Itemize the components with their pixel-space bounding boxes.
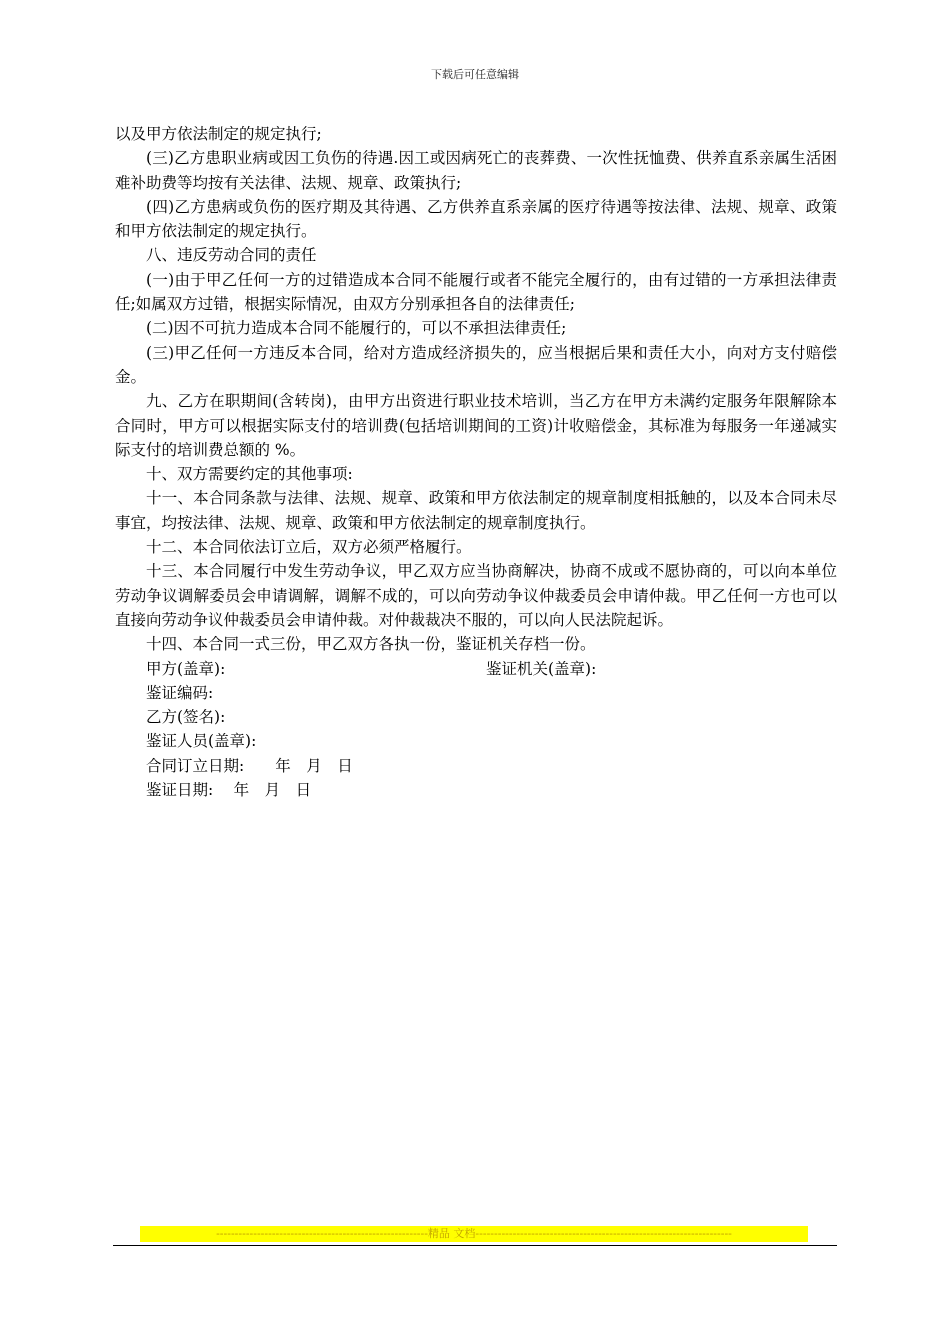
party-a-seal-label: 甲方(盖章): [146,659,226,678]
paragraph: (四)乙方患病或负伤的医疗期及其待遇、乙方供养直系亲属的医疗待遇等按法律、法规、规章、政策和甲方依法制定的规定执行。 [115,197,837,241]
cert-code-label: 鉴证编码: [146,683,214,702]
paragraph: (三)乙方患职业病或因工负伤的待遇.因工或因病死亡的丧葬费、一次性抚恤费、供养直系亲属生活困难补助费等均按有关法律、法规、规章、政策执行; [115,149,837,192]
page-header: 下载后可任意编辑 [431,68,519,81]
paragraph: 以及甲方依法制定的规定执行; [115,125,322,143]
paragraph: 九、乙方在职期间(含转岗)，由甲方出资进行职业技术培训，当乙方在甲方未满约定服务年限解除本合同时，甲方可以根据实际支付的培训费(包括培训期间的工资)计收赔偿金，其标准为每服务一年递减实际支付的培训费总额的 %。 [115,392,837,459]
paragraph: (二)因不可抗力造成本合同不能履行的，可以不承担法律责任; [146,319,567,338]
party-b-signature-label: 乙方(签名): [146,708,226,727]
signature-row [115,657,837,681]
paragraph: 十二、本合同依法订立后，双方必须严格履行。 [146,538,472,557]
document-body [115,122,837,802]
authority-seal-label: 鉴证机关(盖章): [486,659,597,678]
footer-banner: ---------------------------------------------------------精品 文档--------------------------------------------------------------------- [140,1226,808,1242]
cert-person-label: 鉴证人员(盖章): [146,732,257,751]
paragraph: 十四、本合同一式三份，甲乙双方各执一份，鉴证机关存档一份。 [146,635,596,654]
section-heading: 十、双方需要约定的其他事项: [146,465,353,484]
paragraph: 十三、本合同履行中发生劳动争议，甲乙双方应当协商解决，协商不成或不愿协商的，可以向本单位劳动争议调解委员会申请调解，调解不成的，可以向劳动争议仲裁委员会申请仲裁。甲乙任何一方也可以直接向劳动争议仲裁委员会申请仲裁。对仲裁裁决不服的，可以向人民法院起诉。 [115,562,837,629]
paragraph: (三)甲乙任何一方违反本合同，给对方造成经济损失的，应当根据后果和责任大小，向对方支付赔偿金。 [115,343,837,386]
footer-divider [113,1245,837,1246]
cert-date-label: 鉴证日期: 年 月 日 [146,781,312,800]
paragraph: 十一、本合同条款与法律、法规、规章、政策和甲方依法制定的规章制度相抵触的，以及本合同未尽事宜，均按法律、法规、规章、政策和甲方依法制定的规章制度执行。 [115,489,837,532]
section-heading: 八、违反劳动合同的责任 [146,246,317,265]
paragraph: (一)由于甲乙任何一方的过错造成本合同不能履行或者不能完全履行的，由有过错的一方承担法律责任;如属双方过错，根据实际情况，由双方分别承担各自的法律责任; [115,270,837,314]
contract-date-label: 合同订立日期: 年 月 日 [146,756,353,775]
